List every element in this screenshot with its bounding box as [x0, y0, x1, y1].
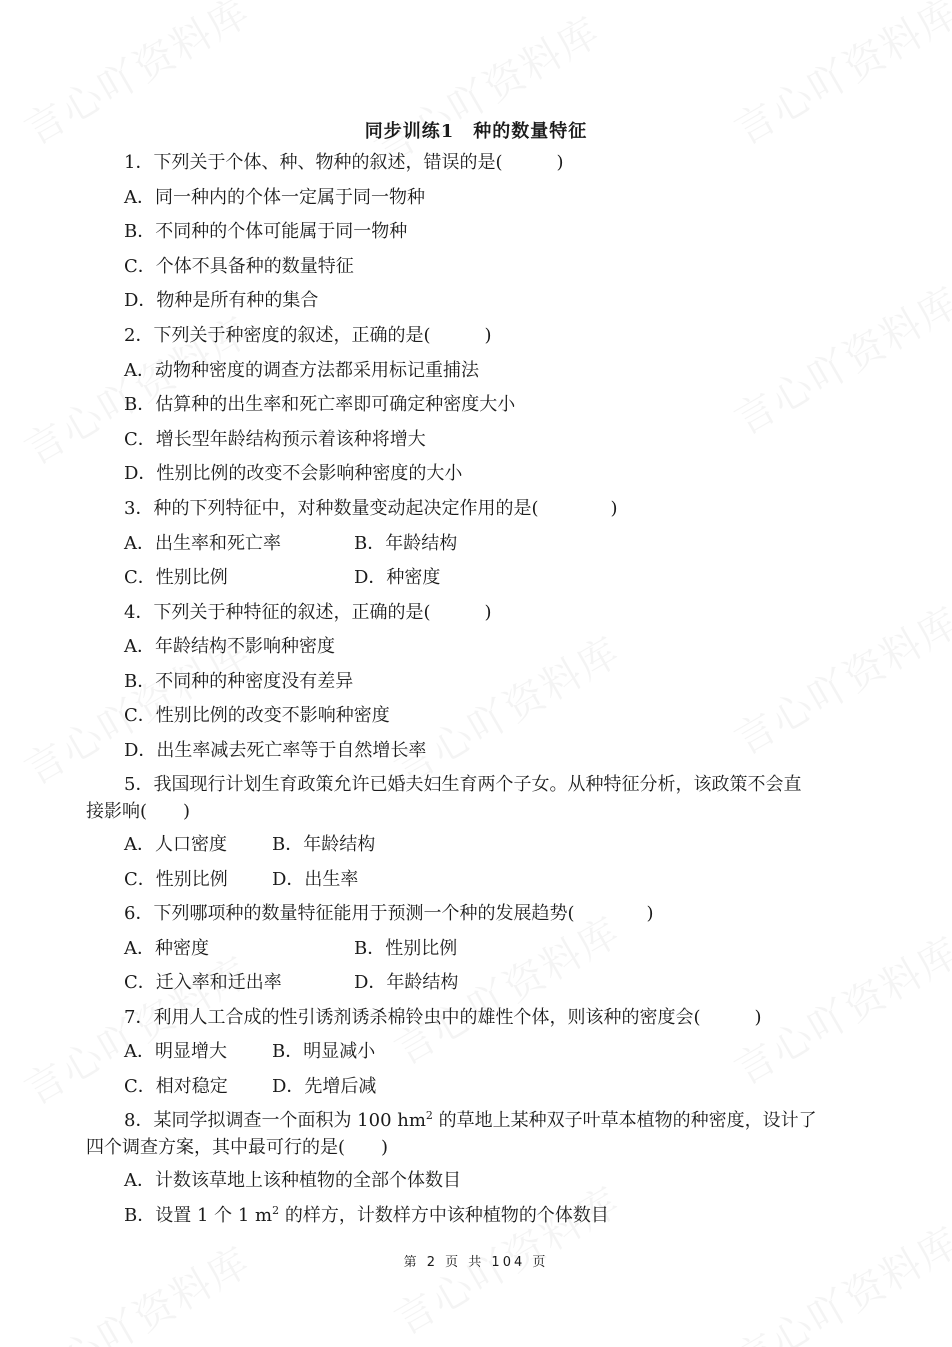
question-7-option-b: B．明显减小	[272, 1041, 376, 1062]
question-1-option-d: D．物种是所有种的集合	[124, 290, 319, 311]
question-7-stem: 7．利用人工合成的性引诱剂诱杀棉铃虫中的雄性个体，则该种的密度会( )	[124, 1007, 762, 1028]
question-8-stem-text: 的草地上某种双子叶草本植物的种密度，设计了	[432, 1110, 817, 1131]
question-4-option-a: A．年龄结构不影响种密度	[124, 636, 335, 657]
question-5-option-b: B．年龄结构	[272, 834, 376, 855]
question-2-option-a: A．动物种密度的调查方法都采用标记重捕法	[124, 360, 479, 381]
page-number-footer: 第 2 页 共 104 页	[403, 1255, 549, 1270]
question-5-stem-continued: 接影响( )	[86, 801, 191, 822]
question-6-option-a: A．种密度	[124, 938, 209, 959]
question-5-option-a: A．人口密度	[124, 834, 227, 855]
question-4-option-b: B．不同种的种密度没有差异	[124, 671, 354, 692]
question-3-option-a: A．出生率和死亡率	[124, 533, 281, 554]
question-8-option-a: A．计数该草地上该种植物的全部个体数目	[124, 1170, 461, 1191]
question-8-option-b	[124, 1204, 609, 1228]
question-3-option-d: D．种密度	[354, 567, 441, 588]
question-8-stem-text: 8．某同学拟调查一个面积为 100 hm	[124, 1110, 426, 1131]
question-4-option-c: C．性别比例的改变不影响种密度	[124, 705, 390, 726]
watermark	[363, 1, 610, 176]
question-7-option-d: D．先增后减	[272, 1076, 377, 1097]
question-1-option-c: C．个体不具备种的数量特征	[124, 256, 354, 277]
question-5-stem: 5．我国现行计划生育政策允许已婚夫妇生育两个子女。从种特征分析，该政策不会直	[124, 774, 802, 795]
question-3-option-b: B．年龄结构	[354, 533, 458, 554]
question-8-option-b-text: 的样方，计数样方中该种植物的个体数目	[279, 1205, 609, 1226]
question-2-option-d: D．性别比例的改变不会影响种密度的大小	[124, 463, 463, 484]
question-6-stem: 6．下列哪项种的数量特征能用于预测一个种的发展趋势( )	[124, 903, 654, 924]
question-2-option-b: B．估算种的出生率和死亡率即可确定种密度大小	[124, 394, 516, 415]
question-2-stem: 2．下列关于种密度的叙述，正确的是( )	[124, 325, 492, 346]
watermark	[723, 271, 952, 446]
question-5-option-c: C．性别比例	[124, 869, 228, 890]
question-3-stem: 3．种的下列特征中，对种数量变动起决定作用的是( )	[124, 498, 618, 519]
question-1-option-a: A．同一种内的个体一定属于同一物种	[124, 187, 425, 208]
question-1-option-b: B．不同种的个体可能属于同一物种	[124, 221, 408, 242]
question-5-option-d: D．出生率	[272, 869, 359, 890]
question-7-option-c: C．相对稳定	[124, 1076, 228, 1097]
question-4-option-d: D．出生率减去死亡率等于自然增长率	[124, 740, 427, 761]
question-8-stem-continued: 四个调查方案，其中最可行的是( )	[86, 1137, 389, 1158]
question-6-option-c: C．迁入率和迁出率	[124, 972, 282, 993]
question-8-stem	[124, 1109, 817, 1133]
page-title: 同步训练1 种的数量特征	[364, 121, 588, 142]
watermark	[13, 1231, 260, 1347]
superscript: 2	[272, 1204, 280, 1217]
question-4-stem: 4．下列关于种特征的叙述，正确的是( )	[124, 602, 492, 623]
question-2-option-c: C．增长型年龄结构预示着该种将增大	[124, 429, 426, 450]
question-3-option-c: C．性别比例	[124, 567, 228, 588]
superscript: 2	[425, 1109, 433, 1122]
watermark	[723, 591, 952, 766]
watermark	[723, 1211, 952, 1347]
question-8-option-b-text: B．设置 1 个 1 m	[124, 1205, 273, 1226]
question-6-option-d: D．年龄结构	[354, 972, 459, 993]
question-1-stem: 1．下列关于个体、种、物种的叙述，错误的是( )	[124, 152, 564, 173]
question-7-option-a: A．明显增大	[124, 1041, 227, 1062]
question-6-option-b: B．性别比例	[354, 938, 458, 959]
watermark	[383, 621, 630, 796]
